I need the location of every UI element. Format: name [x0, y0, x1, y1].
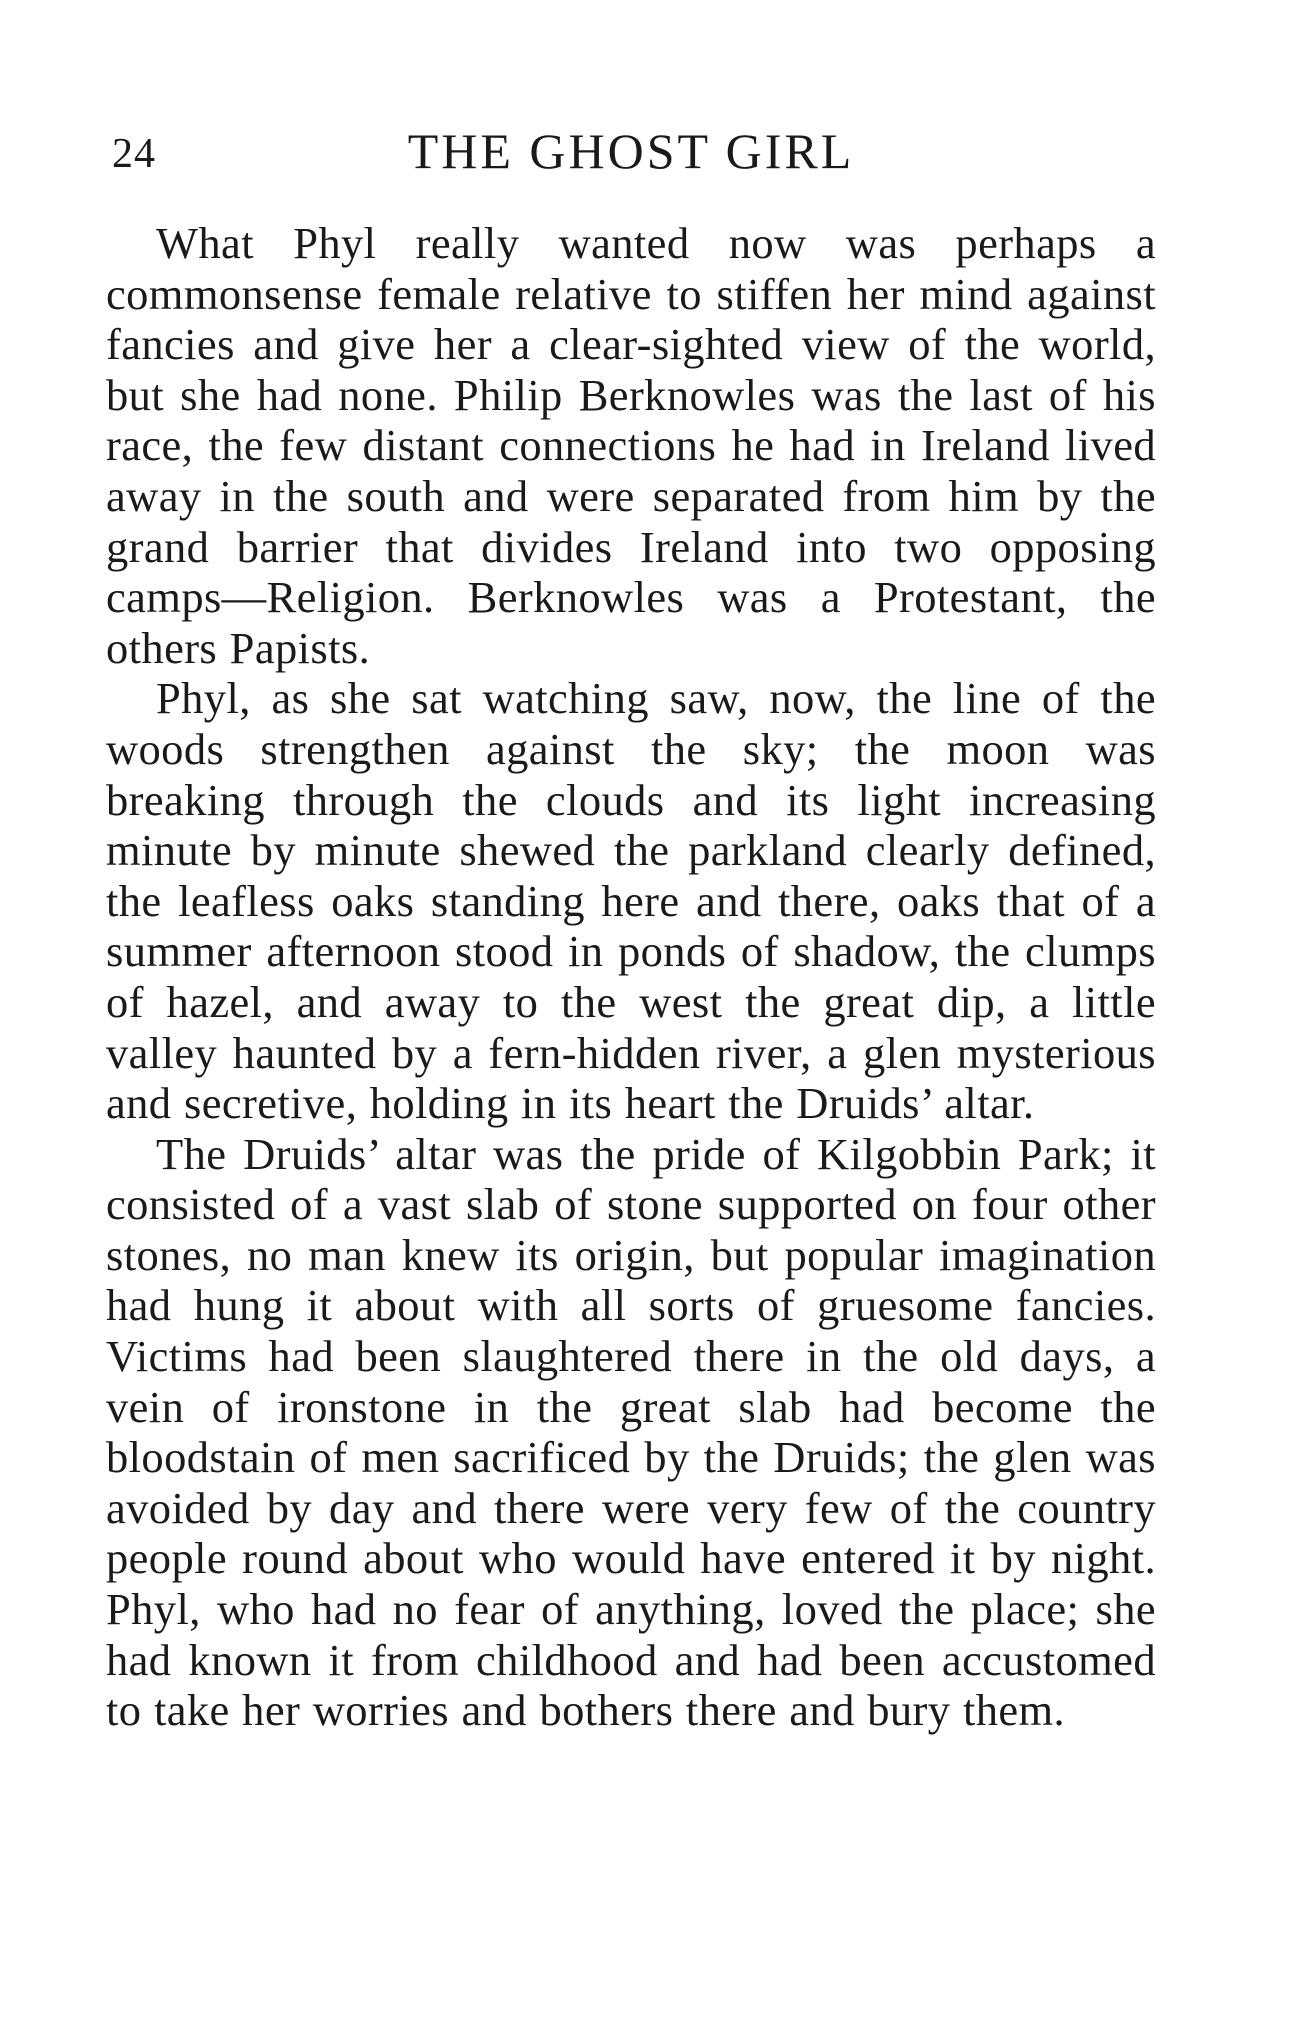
- paragraph-2: Phyl, as she sat watching saw, now, the line of the woods strengthen against the sky; the moon was breaking through the clouds and its light increasing minute by minute shewed the parkland clearly defined, the leafless oaks standing here and there, oaks that of a summer afternoon stood in ponds of shadow, the clumps of hazel, and away to the west the great dip, a little valley haunted by a fern-hidden river, a glen mysterious and secretive, holding in its heart the Druids’ altar.: [106, 673, 1156, 1129]
- running-header: [106, 122, 1156, 192]
- paragraph-1: What Phyl really wanted now was perhaps a commonsense female relative to stiffen her mind against fancies and give her a clear-sighted view of the world, but she had none. Philip Berknowles was the last of his race, the few distant connections he had in Ireland lived away in the south and were separated from him by the grand barrier that divides Ireland into two opposing camps—Religion. Berknowles was a Protestant, the others Papists.: [106, 218, 1156, 673]
- page-number: 24: [112, 131, 156, 177]
- running-title: THE GHOST GIRL: [407, 123, 855, 179]
- body-text: [106, 218, 1156, 1736]
- paragraph-3: The Druids’ altar was the pride of Kilgobbin Park; it consisted of a vast slab of stone supported on four other stones, no man knew its origin, but popular imagination had hung it about with all sorts of gruesome fancies. Victims had been slaughtered there in the old days, a vein of ironstone in the great slab had become the bloodstain of men sacrificed by the Druids; the glen was avoided by day and there were very few of the country people round about who would have entered it by night. Phyl, who had no fear of anything, loved the place; she had known it from childhood and had been accustomed to take her worries and bothers there and bury them.: [106, 1128, 1156, 1736]
